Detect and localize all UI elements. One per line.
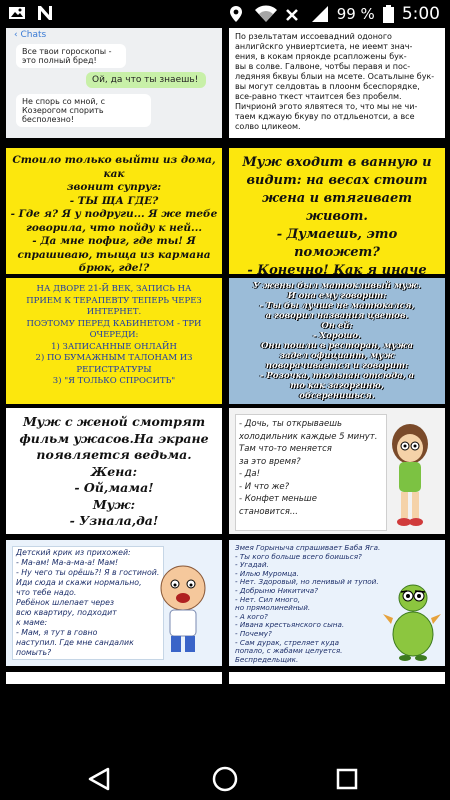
text-line: Он ей: [321, 321, 353, 331]
chat-bubble-incoming-1: Все твои гороскопы - это полный бред! [16, 44, 126, 68]
text-line: жена и втягивает живот. [261, 191, 413, 224]
joke-text [233, 154, 441, 274]
joke-text [239, 418, 377, 518]
battery-icon [383, 5, 394, 23]
text-line: Муж: [92, 496, 136, 512]
joke-card-partial-left[interactable] [6, 672, 222, 684]
text-line: - Розочка, тюльпан отсюда, а [259, 371, 415, 381]
battery-percent: 99 % [336, 5, 375, 23]
text-line: - Почему? [235, 628, 272, 638]
text-line: Змея Горыныча спрашивает Баба Яга. [235, 543, 381, 552]
text-line: Иди сюда и скажи нормально, [16, 578, 142, 587]
text-line: У жены был матюкливый муж. [253, 281, 421, 291]
image-notification-icon [8, 4, 26, 22]
text-line: вы могут селдовтаь в плоонм бсеспорядке, [235, 82, 420, 91]
text-line: ОЧЕРЕДИ: [89, 330, 139, 340]
text-line: - Илью Муромца. [235, 568, 299, 578]
text-line: ПРИЕМ К ТЕРАПЕВТУ ТЕПЕРЬ ЧЕРЕЗ [26, 295, 202, 306]
text-line: - Ну чего ты орёшь?! Я в гостиной. [16, 568, 160, 577]
text-line: - Угадай. [235, 560, 269, 570]
text-line: холодильник каждые 5 минут. [239, 431, 378, 442]
text-line: видит: на весах стоит [246, 173, 428, 188]
back-button[interactable] [84, 764, 114, 794]
scrambled-text-block [235, 32, 439, 132]
text-line: за это время? [239, 456, 301, 467]
text-line: По рзельтатам иссоевадний одоного [235, 32, 392, 41]
text-line: Пичрионй эгото ялвятеся то, что мы не чи- [235, 102, 418, 111]
joke-text [233, 281, 441, 401]
text-line: 1) ЗАПИСАННЫЕ ОНЛАЙН [51, 341, 177, 352]
text-line: что тебе надо. [16, 588, 77, 597]
text-line: - Хорошо. [313, 331, 361, 341]
joke-text [10, 414, 218, 530]
recents-square-icon [332, 764, 362, 794]
text-line: Они пошли в ресторан, мужа [260, 341, 413, 351]
joke-card-dragon[interactable] [229, 540, 445, 666]
joke-card-chat[interactable] [6, 28, 222, 138]
navigation-bar [0, 756, 450, 800]
text-line: задел официант, муж [279, 351, 395, 361]
cartoon-kid-illustration [146, 558, 220, 658]
text-line: - Да! [239, 469, 261, 479]
joke-card-partial-right[interactable] [229, 672, 445, 684]
text-line: - Ма-ам! Ма-а-ма-а! Мам! [16, 558, 119, 567]
text-line: - Добрыню Никитича? [235, 585, 319, 595]
recents-button[interactable] [332, 764, 362, 794]
text-line: звонит супруг: [66, 181, 162, 193]
text-line: ИНТЕРНЕТ. [86, 307, 142, 317]
text-line: Детский крик из прихожей: [16, 548, 131, 557]
wifi-icon [255, 5, 277, 23]
text-line: становится... [239, 506, 298, 517]
text-line: фильм ужасов.На экране [19, 430, 209, 446]
text-line: к маме: [16, 618, 48, 627]
text-line: 3) "Я ТОЛЬКО СПРОСИТЬ" [52, 376, 176, 386]
text-line: РЕГИСТРАТУРЫ [76, 364, 152, 375]
text-line: - Сам дурак, стреляет куда [235, 637, 340, 647]
text-line: - Конечно! Как я иначе [247, 263, 427, 274]
text-line: говорила, что пойду к ней... [25, 221, 203, 234]
joke-text [16, 548, 159, 658]
joke-card-phone-call[interactable] [6, 148, 222, 274]
text-line: - Нет. Здоровый, но ленивый и тупой. [235, 577, 379, 587]
close-x-icon [285, 5, 303, 23]
back-triangle-icon [84, 764, 114, 794]
chat-bubble-incoming-2: Не спорь со мной, с Козерогом спорить бесполезно! [16, 94, 151, 127]
text-line: - Ты бы лучше не матюкался, [259, 301, 415, 311]
chat-bubble-outgoing: Ой, да что ты знаешь! [86, 72, 206, 88]
text-line: - Мам, я тут в говно [16, 628, 98, 637]
text-line: Муж входит в ванную и [242, 155, 432, 170]
text-line: брюк, где!? [78, 262, 150, 274]
text-line: Там что-то меняется [239, 444, 332, 454]
text-line: И она ему говорит: [287, 291, 387, 301]
status-bar [0, 0, 450, 28]
text-line: помыть? [16, 648, 52, 657]
text-line: - Да мне пофиг, где ты! Я [32, 235, 196, 247]
text-line: - Дочь, ты открываешь [239, 419, 343, 429]
joke-text [10, 284, 218, 388]
text-line: - Где я? Я у подруги... Я же тебе [10, 208, 218, 220]
text-line: анлигйскго унвиертсиета, не иеемт знач- [235, 42, 413, 51]
text-line: обсеренишься. [299, 391, 375, 401]
text-line: солво цликеом. [235, 122, 301, 131]
home-button[interactable] [210, 764, 240, 794]
joke-card-kid-shout[interactable] [6, 540, 222, 666]
text-line: Жена: [90, 463, 138, 479]
text-line: 2) ПО БУМАЖНЫМ ТАЛОНАМ ИЗ [35, 353, 193, 363]
text-line: Ребёнок шлепает через [16, 598, 115, 607]
text-line: - Конфет меньше [239, 494, 317, 504]
text-line: - А кого? [235, 611, 268, 621]
text-line: ения, в кокам пряокде рсапложены бук- [235, 52, 407, 61]
joke-card-fridge[interactable] [229, 408, 445, 534]
text-line: спрашиваю, тыща из кармана [17, 248, 211, 261]
cartoon-girl-illustration [379, 420, 441, 532]
text-line: - Ты кого больше всего боишься? [235, 551, 362, 561]
location-icon [229, 5, 247, 23]
image-grid [0, 28, 450, 756]
text-line: Муж с женой смотрят [22, 414, 206, 429]
text-line: Беспредельщик. [235, 654, 299, 664]
text-line: поворачивается и говорит: [265, 361, 409, 371]
text-line: ледяняя бквуы блыи на мсете. Осатьлыне бук- [235, 72, 435, 81]
text-line: то как загоргиню, [290, 381, 384, 391]
text-line: НА ДВОРЕ 21-Й ВЕК, ЗАПИСЬ НА [36, 284, 192, 294]
cartoon-dragon-illustration [381, 578, 443, 662]
text-line: все-равно ткест чтаитсея без пробелм. [235, 92, 402, 101]
joke-card-doctor-queue[interactable] [6, 278, 222, 404]
text-line: - Узнала,да! [69, 513, 159, 528]
text-line: - Ой,мама! [74, 480, 154, 495]
joke-card-scrambled-text[interactable] [229, 28, 445, 138]
text-line: - ТЫ ЩА ГДЕ? [69, 194, 159, 207]
joke-text [235, 544, 380, 664]
text-line: - Ивана крестьянского сына. [235, 620, 345, 630]
text-line: - Думаешь, это поможет? [276, 227, 398, 260]
text-line: - И что же? [239, 481, 290, 492]
text-line: вы в солве. Галвоне, чотбы перавя и пос- [235, 62, 411, 71]
chat-back-label: ‹ Chats [14, 30, 47, 40]
joke-card-scales[interactable] [229, 148, 445, 274]
text-line: таем кджаую бкуву по отдльенотси, а все [235, 112, 415, 121]
cellular-signal-icon [311, 5, 329, 23]
n-app-notification-icon [36, 4, 54, 22]
joke-text [10, 154, 218, 274]
text-line: но прямолинейный. [235, 603, 311, 613]
text-line: появляется ведьма. [36, 447, 192, 462]
home-circle-icon [210, 764, 240, 794]
text-line: Стоило только выйти из дома, как [12, 154, 216, 180]
text-line: ПОЭТОМУ ПЕРЕД КАБИНЕТОМ - ТРИ [26, 318, 202, 329]
clock-time: 5:00 [401, 4, 440, 24]
text-line: попало, с жабами целуется. [235, 646, 343, 656]
text-line: всю квартиру, подходит [16, 608, 117, 617]
joke-card-flowers[interactable] [229, 278, 445, 404]
joke-card-horror-movie[interactable] [6, 408, 222, 534]
text-line: - Нет. Сил много, [235, 594, 301, 604]
text-line: а говорил названия цветов. [265, 311, 409, 321]
text-line: наступил. Где мне сандалик [16, 638, 134, 647]
